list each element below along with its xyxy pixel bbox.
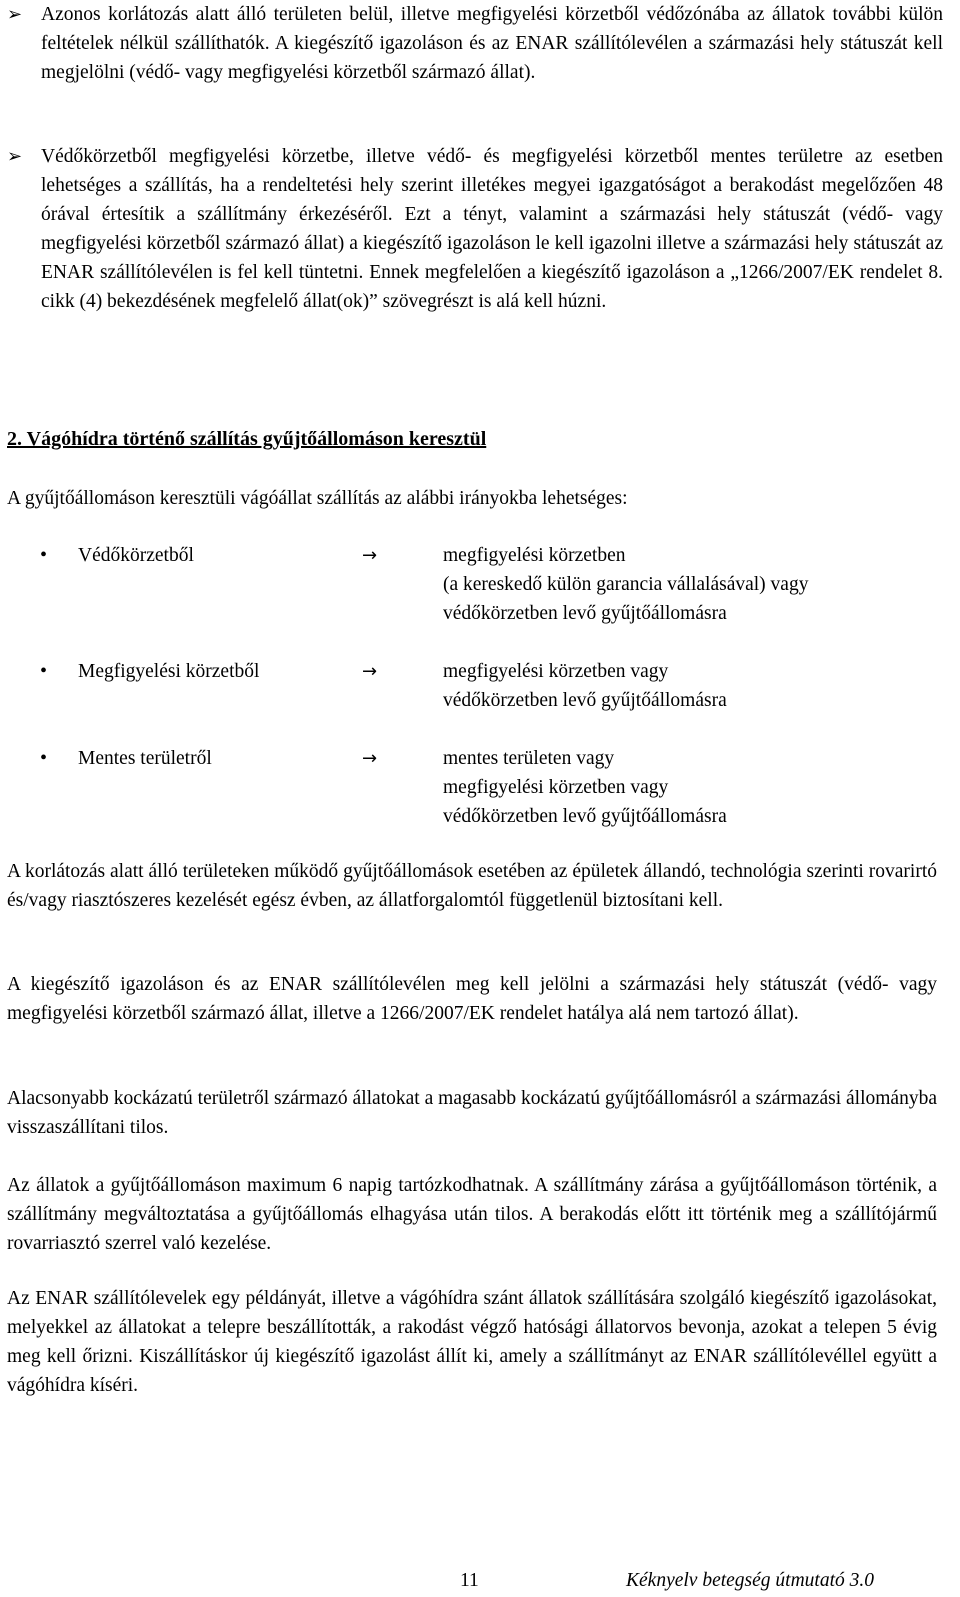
section-heading: 2. Vágóhídra történő szállítás gyűjtőállomáson keresztül: [7, 428, 487, 450]
route-destination: [443, 744, 727, 831]
right-arrow-icon: →: [362, 545, 378, 566]
destination-line: megfigyelési körzetben: [443, 545, 626, 566]
bullet-dot-icon: •: [40, 544, 48, 566]
arrowhead-bullet-icon: ➢: [7, 146, 23, 167]
route-origin: Védőkörzetből: [78, 545, 194, 566]
page-number: 11: [460, 1570, 479, 1591]
body-paragraph: A kiegészítő igazoláson és az ENAR szállítólevélen meg kell jelölni a származási hely státuszát (védő- vagy megfigyelési körzetből származó állat, illetve a 1266/2007/EK rendelet hatálya alá nem tartozó állat).: [7, 974, 937, 1024]
footer-document-title: Kéknyelv betegség útmutató 3.0: [626, 1570, 875, 1591]
destination-line: megfigyelési körzetben vagy: [443, 777, 669, 798]
destination-line: védőkörzetben levő gyűjtőállomásra: [443, 603, 727, 624]
route-origin: Megfigyelési körzetből: [78, 661, 260, 682]
right-arrow-icon: →: [362, 748, 378, 769]
body-paragraph: Az ENAR szállítólevelek egy példányát, illetve a vágóhídra szánt állatok szállítására szolgáló kiegészítő igazolásokat, melyekkel az állatokat a telepre beszállították, a rakodást végző hatósági állatorvos bevonja, azokat a telepen 5 évig meg kell őrizni. Kiszállításkor új kiegészítő igazolást állít ki, amely a szállítmányt az ENAR szállítólevéllel együtt a vágóhídra kíséri.: [7, 1288, 937, 1396]
bullet-dot-icon: •: [40, 660, 48, 682]
destination-line: mentes területen vagy: [443, 748, 615, 769]
body-paragraph: Az állatok a gyűjtőállomáson maximum 6 napig tartózkodhatnak. A szállítmány zárása a gyűjtőállomáson történik, a szállítmány megváltoztatása a gyűjtőállomás elhagyása után tilos. A berakodás előtt itt történik meg a szállítójármű rovarriasztó szerrel való kezelése.: [7, 1175, 937, 1254]
route-origin: Mentes területről: [78, 748, 212, 769]
bullet-dot-icon: •: [40, 747, 48, 769]
destination-line: megfigyelési körzetben vagy: [443, 661, 669, 682]
bullet-text: Védőkörzetből megfigyelési körzetbe, illetve védő- és megfigyelési körzetből mentes területre az esetben lehetséges a szállítás, ha a rendeltetési hely szerint illetékes megyei igazgatóságot a berakodást megelőzően 48 órával értesítik a szállítmány érkezéséről. Ezt a tényt, valamint a származási hely státuszát (védő- vagy megfigyelési körzetből származó állat) a kiegészítő igazoláson le kell igazolni illetve a származási hely státuszát az ENAR szállítólevélen is fel kell tüntetni. Ennek megfelelően a kiegészítő igazoláson a „1266/2007/EK rendelet 8. cikk (4) bekezdésének megfelelő állat(ok)” szövegrészt is alá kell húzni.: [41, 146, 943, 312]
section-intro: A gyűjtőállomáson keresztüli vágóállat szállítás az alábbi irányokba lehetséges:: [7, 488, 628, 509]
body-paragraph: A korlátozás alatt álló területeken működő gyűjtőállomások esetében az épületek állandó, technológia szerinti rovarirtó és/vagy riasztószeres kezelését egész évben, az állatforgalomtól függetlenül biztosítani kell.: [7, 861, 937, 911]
arrowhead-bullet-icon: ➢: [7, 4, 23, 25]
destination-line: védőkörzetben levő gyűjtőállomásra: [443, 806, 727, 827]
body-paragraph: Alacsonyabb kockázatú területről származó állatokat a magasabb kockázatú gyűjtőállomásról a származási állományba visszaszállítani tilos.: [7, 1088, 937, 1138]
destination-line: (a kereskedő külön garancia vállalásával) vagy: [443, 574, 809, 595]
destination-line: védőkörzetben levő gyűjtőállomásra: [443, 690, 727, 711]
route-destination: [443, 657, 727, 715]
route-destination: [443, 541, 808, 628]
bullet-text: Azonos korlátozás alatt álló területen belül, illetve megfigyelési körzetből védőzónába az állatok további külön feltételek nélkül szállíthatók. A kiegészítő igazoláson és az ENAR szállítólevélen a származási hely státuszát kell megjelölni (védő- vagy megfigyelési körzetből származó állat).: [41, 4, 943, 83]
right-arrow-icon: →: [362, 661, 378, 682]
